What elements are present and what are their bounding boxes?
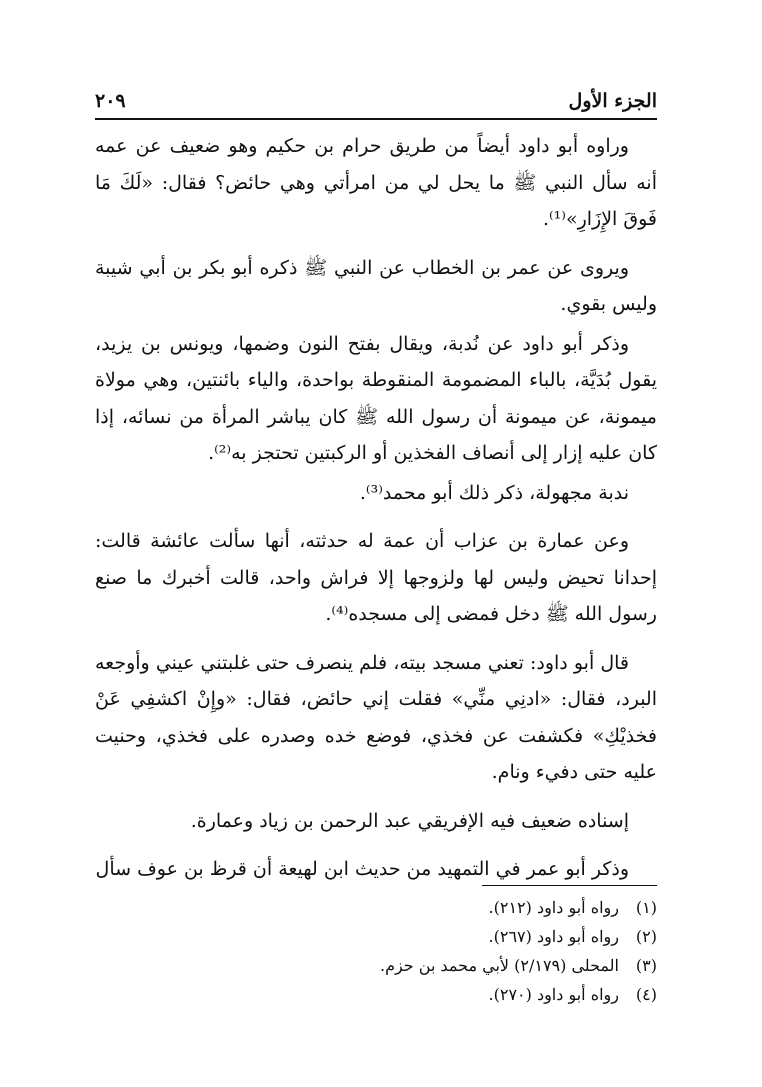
footnote <box>95 922 657 951</box>
paragraph: قال أبو داود: تعني مسجد بيته، فلم ينصرف حتى غلبتني عيني وأوجعه البرد، فقال: «ادنِي منِّي» فقلت إني حائض، فقال: «وإِنْ اكشفِي عَنْ فخذيْكِ» فكشفت عن فخذي، فوضع خده وصدره على فخذي، وحنيت عليه حتى دفيء ونام. <box>95 651 657 783</box>
page-number: ٢٠٩ <box>95 90 126 112</box>
footnote <box>95 980 657 1009</box>
footnote <box>95 951 657 980</box>
footnotes <box>95 893 657 1009</box>
paragraph: وراوه أبو داود أيضاً من طريق حرام بن حكيم وهو ضعيف عن عمه أنه سأل النبي ﷺ ما يحل لي من امرأتي وهي حائض؟ فقال: «لَكَ مَا فَوقَ الإِزَارِ»⁽¹⁾. <box>95 135 657 230</box>
footnote-number: (٤) <box>635 985 657 1004</box>
running-header <box>95 86 657 116</box>
footnote-number: (٣) <box>635 956 657 975</box>
paragraph: ويروى عن عمر بن الخطاب عن النبي ﷺ ذكره أبو بكر بن أبي شيبة وليس بقوي. <box>95 256 657 315</box>
footnote-rule <box>482 885 657 886</box>
paragraph: إسناده ضعيف فيه الإفريقي عبد الرحمن بن زياد وعمارة. <box>190 809 629 832</box>
header-title: الجزء الأول <box>568 90 657 112</box>
footnote-text: رواه أبو داود (٢٧٠). <box>488 985 619 1004</box>
footnote-number: (١) <box>635 898 657 917</box>
paragraph: ندبة مجهولة، ذكر ذلك أبو محمد⁽³⁾. <box>359 481 629 504</box>
footnote-number: (٢) <box>635 927 657 946</box>
main-text <box>95 128 657 900</box>
header-rule <box>95 118 657 120</box>
paragraph: وذكر أبو داود عن نُدبة، ويقال بفتح النون وضمها، ويونس بن يزيد، يقول بُدَيَّة، بالباء المضمومة المنقوطة بواحدة، والياء بائنتين، وهي مولاة ميمونة، عن ميمونة أن رسول الله ﷺ كان يباشر المرأة من نسائه، إذا كان عليه إزار إلى أنصاف الفخذين أو الركبتين تحتجز به⁽²⁾. <box>95 332 657 464</box>
footnote-text: المحلى (٢/١٧٩) لأبي محمد بن حزم. <box>379 956 619 975</box>
footnote-text: رواه أبو داود (٢١٢). <box>488 898 619 917</box>
footnote-text: رواه أبو داود (٢٦٧). <box>488 927 619 946</box>
footnote <box>95 893 657 922</box>
paragraph: وذكر أبو عمر في التمهيد من حديث ابن لهيعة أن قرظ بن عوف سأل <box>95 858 629 880</box>
paragraph: وعن عمارة بن عزاب أن عمة له حدثته، أنها سألت عائشة قالت: إحدانا تحيض وليس لها ولزوجها إلا فراش واحد، قالت أخبرك ما صنع رسول الله ﷺ دخل فمضى إلى مسجده⁽⁴⁾. <box>95 530 657 625</box>
